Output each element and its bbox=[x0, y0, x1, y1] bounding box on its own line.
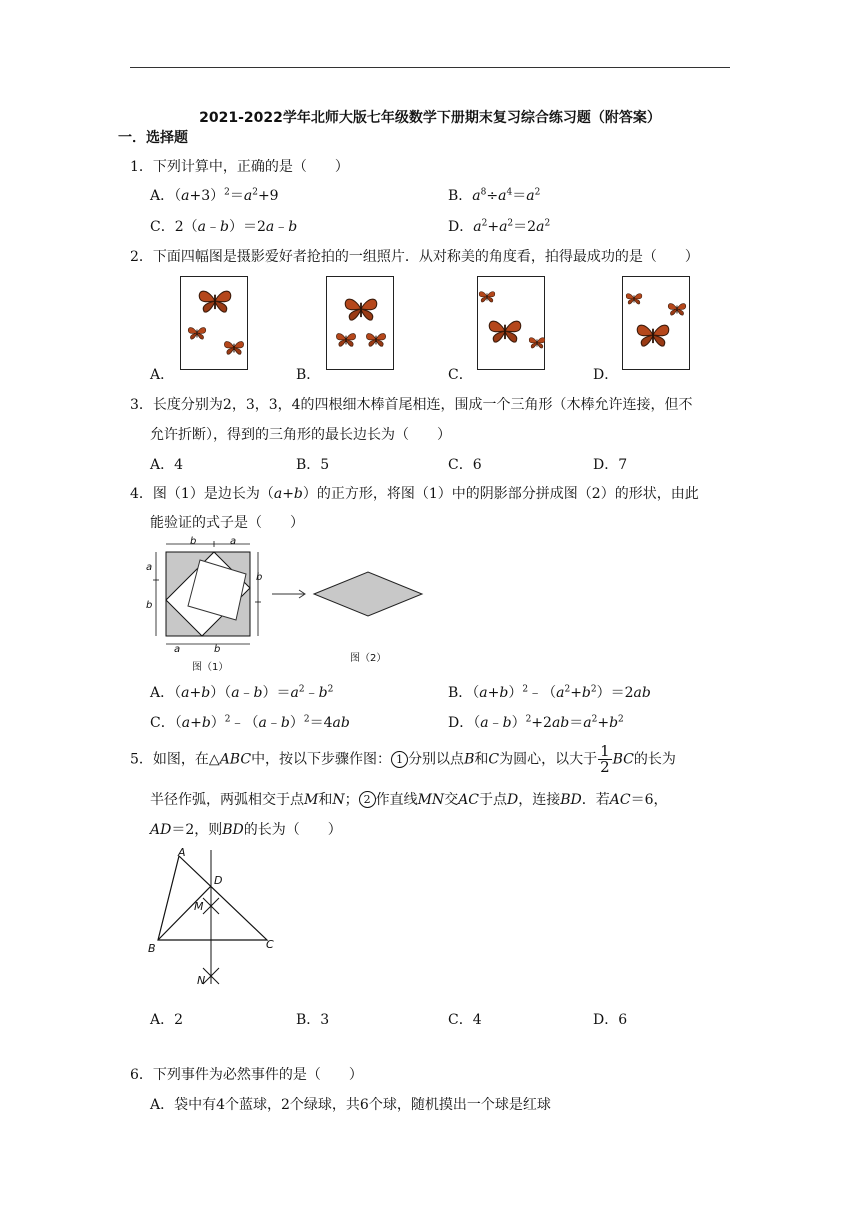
fig1-label-a-top: a bbox=[230, 536, 237, 547]
q5-stem-line3: AD＝2，则BD的长为（ ） bbox=[150, 822, 342, 838]
q3-option-d: D．7 bbox=[593, 457, 628, 473]
q4-option-c: C．$(a+b)^2﹣(a﹣b)^2=4ab$ bbox=[150, 714, 350, 731]
q4-option-d: D．$(a﹣b)^2+2ab=a^2+b^2$ bbox=[448, 714, 624, 731]
butterfly-icon bbox=[343, 295, 379, 323]
q2-option-d-label: D． bbox=[593, 367, 619, 383]
q1-option-b: B．$a^8\div a^4=a^2$ bbox=[448, 187, 541, 204]
point-b-label: B bbox=[148, 942, 156, 955]
butterfly-icon bbox=[635, 321, 671, 349]
butterfly-icon bbox=[528, 335, 546, 350]
q2-option-c-label: C． bbox=[448, 367, 473, 383]
butterfly-icon bbox=[223, 339, 245, 356]
point-n-label: N bbox=[197, 974, 206, 987]
butterfly-icon bbox=[187, 325, 207, 341]
q1-option-d: D．$a^2+a^2=2a^2$ bbox=[448, 218, 551, 235]
fig2-caption: 图（2） bbox=[350, 653, 387, 664]
photo-c bbox=[477, 276, 545, 370]
point-c-label: C bbox=[266, 938, 274, 951]
q2-stem: 2．下面四幅图是摄影爱好者抢拍的一组照片．从对称美的角度看，拍得最成功的是（ ） bbox=[130, 249, 699, 265]
point-d-label: D bbox=[214, 874, 223, 887]
q5-stem-line2: 半径作弧，两弧相交于点M和N； 2 作直线MN交AC于点D，连接BD．若AC＝6， bbox=[150, 792, 668, 808]
q5-option-a: A．2 bbox=[150, 1012, 184, 1028]
photo-d bbox=[622, 276, 690, 370]
q5-option-b: B．3 bbox=[296, 1012, 330, 1028]
q2-option-a-label: A． bbox=[150, 367, 175, 383]
q4-figure-1 bbox=[142, 536, 272, 656]
q3-stem-line2: 允许折断），得到的三角形的最长边长为（ ） bbox=[150, 427, 451, 443]
butterfly-icon bbox=[335, 331, 357, 348]
q4-option-a: A．$(a+b)(a﹣b)=a^2﹣b^2$ bbox=[150, 684, 334, 701]
butterfly-icon bbox=[667, 301, 687, 317]
photo-a bbox=[180, 276, 248, 370]
section-heading: 一．选择题 bbox=[118, 130, 188, 146]
q1-stem: 1．下列计算中，正确的是（ ） bbox=[130, 159, 349, 175]
q1-option-c: C．2（a﹣b）＝2a﹣b bbox=[150, 219, 298, 235]
header-rule bbox=[130, 67, 730, 68]
q6-stem: 6．下列事件为必然事件的是（ ） bbox=[130, 1067, 363, 1083]
fig1-label-b-left: b bbox=[146, 600, 153, 611]
q5-option-c: C．4 bbox=[448, 1012, 482, 1028]
photo-b bbox=[326, 276, 394, 370]
q3-stem-line1: 3．长度分别为2，3，3，4的四根细木棒首尾相连，围成一个三角形（木棒允许连接，但不 bbox=[130, 397, 693, 413]
butterfly-icon bbox=[365, 331, 387, 348]
q4-stem-line1: 4．图（1）是边长为（a+b）的正方形，将图（1）中的阴影部分拼成图（2）的形状，由此 bbox=[130, 486, 699, 502]
q6-option-a: A．袋中有4个蓝球，2个绿球，共6个球，随机摸出一个球是红球 bbox=[150, 1097, 551, 1113]
fig1-label-b-top: b bbox=[190, 536, 197, 547]
q3-option-b: B．5 bbox=[296, 457, 330, 473]
butterfly-icon bbox=[478, 289, 496, 304]
q5-triangle-figure bbox=[145, 842, 285, 992]
butterfly-icon bbox=[197, 287, 233, 315]
q4-option-b: B．$(a+b)^2﹣(a^2+b^2)=2ab$ bbox=[448, 684, 651, 701]
q5-option-d: D．6 bbox=[593, 1012, 628, 1028]
fig1-label-a-left: a bbox=[146, 562, 153, 573]
q4-figure-2 bbox=[312, 570, 424, 618]
q4-stem-line2: 能验证的式子是（ ） bbox=[150, 515, 304, 531]
q2-option-b-label: B． bbox=[296, 367, 321, 383]
document-title: 2021-2022学年北师大版七年级数学下册期末复习综合练习题（附答案） bbox=[199, 110, 661, 126]
point-m-label: M bbox=[194, 900, 204, 913]
q1-option-a: A．$(a+3)^2=a^2+9$ bbox=[150, 187, 279, 204]
arrow-icon bbox=[270, 588, 310, 600]
fig1-label-a-bottom: a bbox=[174, 644, 181, 655]
q3-option-a: A．4 bbox=[150, 457, 184, 473]
point-a-label: A bbox=[178, 846, 186, 859]
fig1-label-b-bottom: b bbox=[214, 644, 221, 655]
butterfly-icon bbox=[487, 317, 523, 345]
q5-stem-line1: 5．如图，在△ABC中，按以下步骤作图： 1 分别以点B和C为圆心，以大于 $\frac{1}{2}$ BC的长为 bbox=[130, 742, 676, 776]
butterfly-icon bbox=[625, 291, 643, 306]
q3-option-c: C．6 bbox=[448, 457, 482, 473]
fig1-label-b-right: b bbox=[256, 572, 263, 583]
fig1-caption: 图（1） bbox=[192, 662, 229, 673]
